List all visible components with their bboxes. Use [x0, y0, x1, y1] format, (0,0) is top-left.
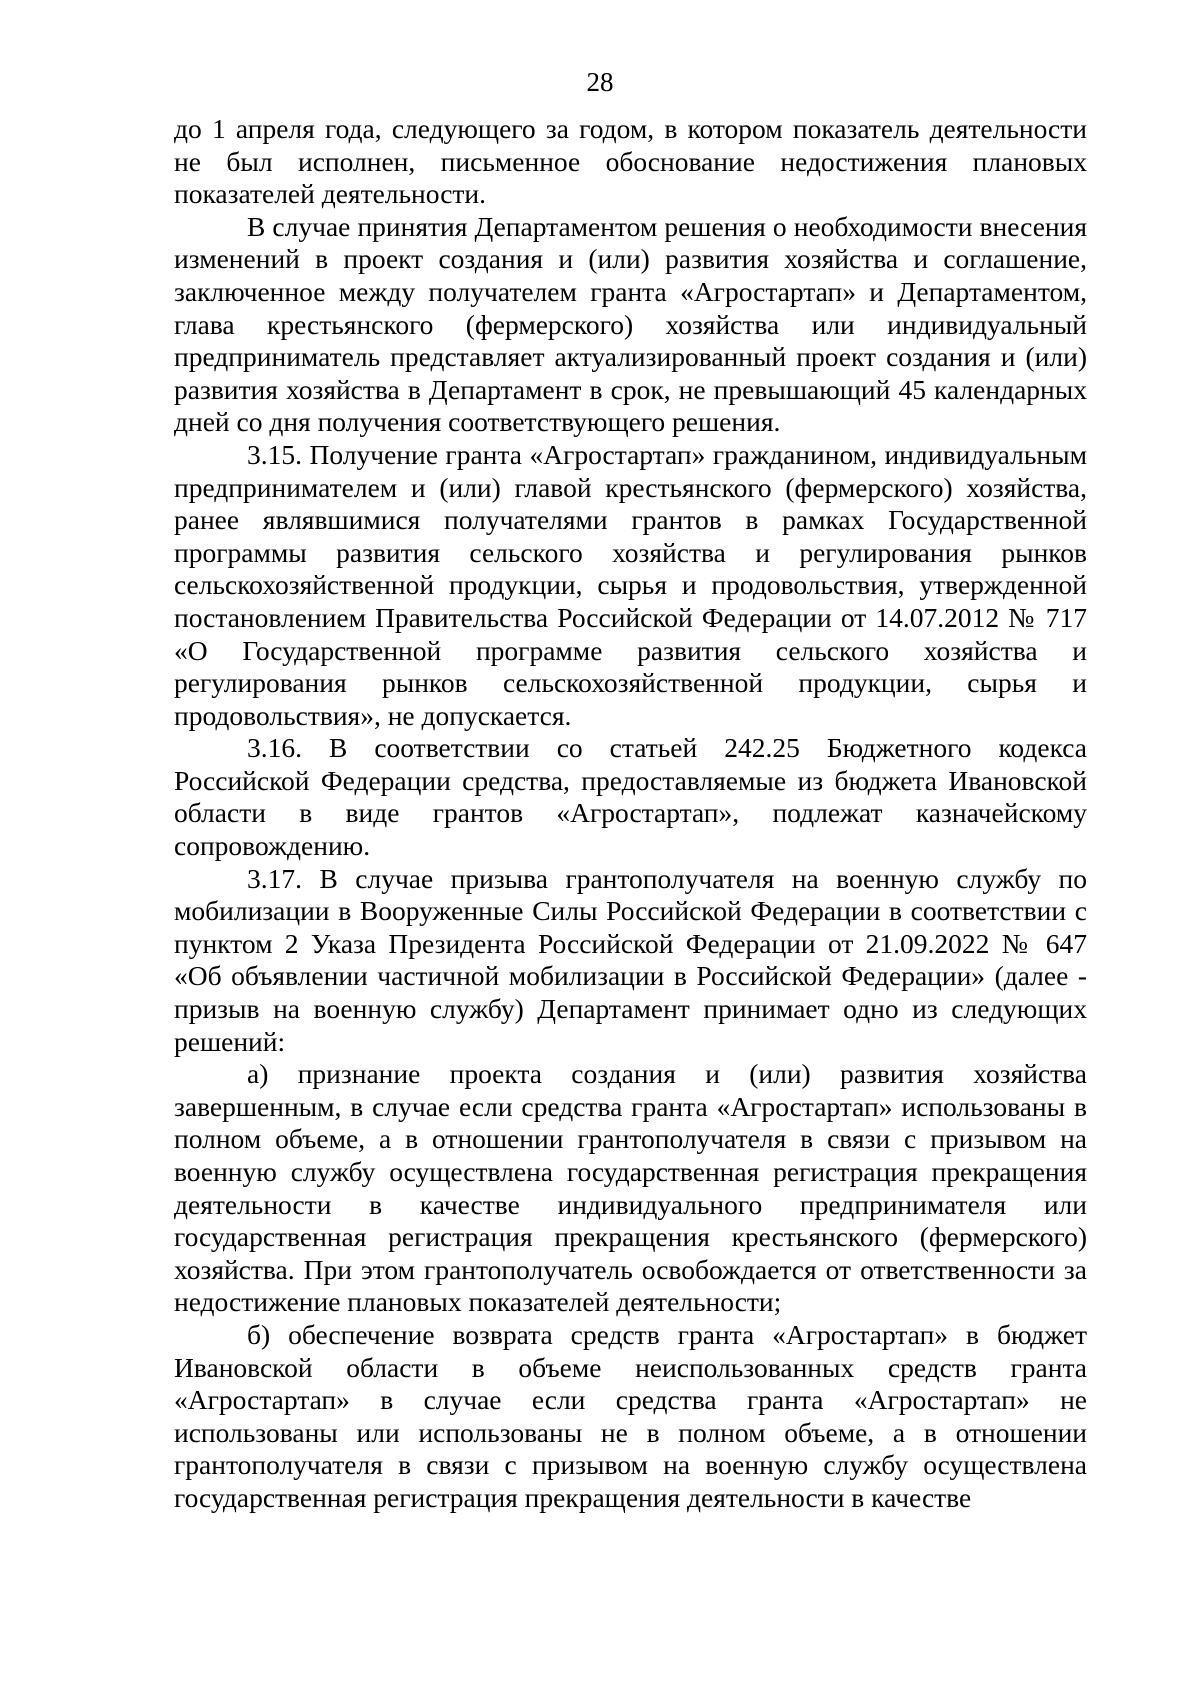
paragraph-3-16: 3.16. В соответствии со статьей 242.25 Бюджетного кодекса Российской Федерации средства, предоставляемые из бюджета Ивановской области в виде грантов «Агростартап», подлежат казначейскому сопровождению.: [174, 732, 1087, 862]
paragraph-project-changes: В случае принятия Департаментом решения о необходимости внесения изменений в проект создания и (или) развития хозяйства и соглашение, заключенное между получателем гранта «Агростартап» и Департаментом, глава крестьянского (фермерского) хозяйства или индивидуальный предприниматель представляет актуализированный проект создания и (или) развития хозяйства в Департамент в срок, не превышающий 45 календарных дней со дня получения соответствующего решения.: [174, 210, 1087, 438]
paragraph-option-b: б) обеспечение возврата средств гранта «Агростартап» в бюджет Ивановской области в объеме неиспользованных средств гранта «Агростартап» в случае если средства гранта «Агростартап» не использованы или использованы не в полном объеме, а в отношении грантополучателя в связи с призывом на военную службу осуществлена государственная регистрация прекращения деятельности в качестве: [174, 1318, 1087, 1513]
paragraph-3-17: 3.17. В случае призыва грантополучателя на военную службу по мобилизации в Вооруженные Силы Российской Федерации в соответствии с пунктом 2 Указа Президента Российской Федерации от 21.09.2022 № 647 «Об объявлении частичной мобилизации в Российской Федерации» (далее - призыв на военную службу) Департамент принимает одно из следующих решений:: [174, 862, 1087, 1057]
paragraph-continuation: до 1 апреля года, следующего за годом, в котором показатель деятельности не был исполнен, письменное обоснование недостижения плановых показателей деятельности.: [174, 113, 1087, 210]
page-number: 28: [586, 67, 614, 97]
document-body: [174, 113, 1087, 1515]
paragraph-option-a: а) признание проекта создания и (или) развития хозяйства завершенным, в случае если средства гранта «Агростартап» использованы в полном объеме, а в отношении грантополучателя в связи с призывом на военную службу осуществлена государственная регистрация прекращения деятельности в качестве индивидуального предпринимателя или государственная регистрация прекращения крестьянского (фермерского) хозяйства. При этом грантополучатель освобождается от ответственности за недостижение плановых показателей деятельности;: [174, 1058, 1087, 1318]
paragraph-3-15: 3.15. Получение гранта «Агростартап» гражданином, индивидуальным предпринимателем и (или) главой крестьянского (фермерского) хозяйства, ранее являвшимися получателями грантов в рамках Государственной программы развития сельского хозяйства и регулирования рынков сельскохозяйственной продукции, сырья и продовольствия, утвержденной постановлением Правительства Российской Федерации от 14.07.2012 № 717 «О Государственной программе развития сельского хозяйства и регулирования рынков сельскохозяйственной продукции, сырья и продовольствия», не допускается.: [174, 438, 1087, 731]
